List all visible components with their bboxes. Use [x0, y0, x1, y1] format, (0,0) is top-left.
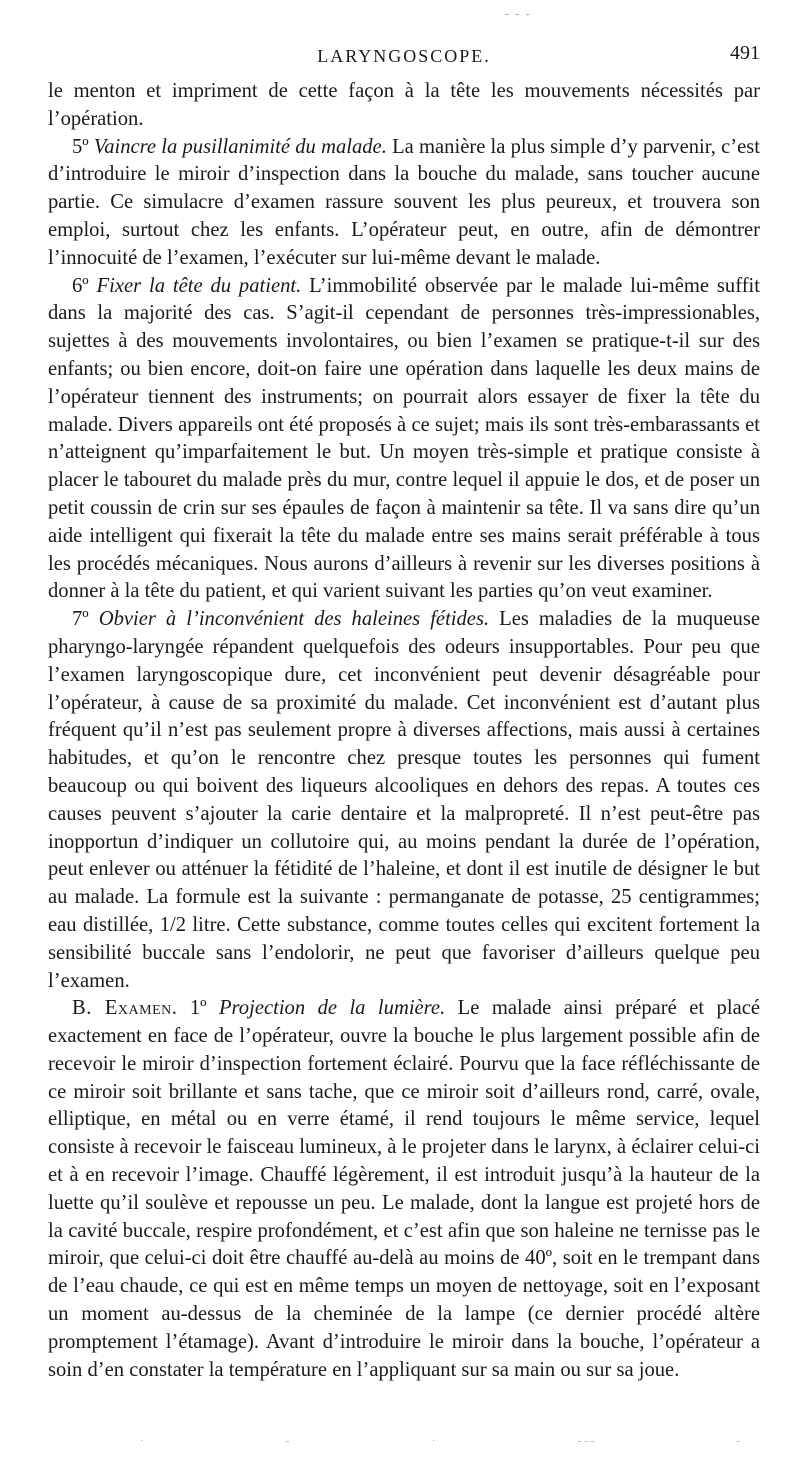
paragraph-text: Le malade ainsi préparé et placé exactement en face de l’opérateur, ouvre la bouche le plus largement possible afin de recevoir le miroir d’inspection fortement éclairé. Pourvu que la face réfléchissante de ce miroir soit brillante et sans tache, que ce miroir soit d’ailleurs rond, carré, ovale, elliptique, en métal ou en verre étamé, il rend toujours le même service, lequel consiste à recevoir le faisceau lumineux, à le projeter dans le larynx, à éclairer celui-ci et à en recevoir l’image. Chauffé légèrement, il est introduit jusqu’à la hauteur de la luette qu’il soulève et repousse un peu. Le malade, dont la langue est projeté hors de la cavité buccale, respire profondément, et c’est afin que son haleine ne ternisse pas le miroir, que celui-ci doit être chauffé au-delà au moins de 40º, soit en le trempant dans de l’eau chaude, ce qui est en même temps un moyen de nettoyage, soit en l’exposant un moment au-dessus de la cheminée de la lampe (ce dernier procédé altère promptement l’étamage). Avant d’introduire le miroir dans la bouche, l’opérateur a soin d’en constater la température en l’appliquant sur sa main ou sur sa joue. [48, 997, 760, 1381]
paragraph-continuation [48, 78, 760, 134]
paragraph-text: La manière la plus simple d’y parvenir, c’est d’introduire le miroir d’inspection dans la bouche du malade, sans toucher aucune partie. Ce simulacre d’examen rassure souvent les plus peureux, et trouvera son emploi, surtout chez les enfants. L’opérateur peut, en outre, afin de démontrer l’innocuité de l’examen, l’exécuter sur lui-même devant le malade. [48, 135, 760, 269]
running-title: LARYNGOSCOPE. [317, 46, 491, 66]
item-heading: Obvier à l’inconvénient des haleines fétides. [98, 608, 490, 631]
paragraph-section-b [48, 995, 760, 1384]
paragraph-text: Les maladies de la muqueuse pharyngo-laryngée répandent quelquefois des odeurs insupportables. Pour peu que l’examen laryngoscopique dure, cet inconvénient peut devenir désagréable pour l’opérateur, à cause de sa proximité du malade. Cet inconvénient est d’autant plus fréquent qu’il n’est pas seulement propre à diverses affections, mais aussi à certaines habitudes, et qu’on le rencontre chez presque toutes les personnes qui fument beaucoup ou qui boivent des liqueurs alcooliques en dehors des repas. A toutes ces causes peuvent s’ajouter la carie dentaire et la malpropreté. Il n’est peut-être pas inopportun d’indiquer un collutoire qui, au moins pendant la durée de l’opération, peut enlever ou atténuer la fétidité de l’haleine, et dont il est inutile de désigner le but au malade. La formule est la suivante : permanganate de potasse, 25 centigrammes; eau distillée, 1/2 litre. Cette substance, comme toutes celles qui excitent fortement la sensibilité buccale sans l’endolorir, ne peut que favoriser d’ailleurs quelque peu l’examen. [48, 608, 760, 992]
item-heading: Fixer la tête du patient. [96, 274, 302, 297]
section-label: B. Examen. [72, 997, 178, 1020]
scan-mark: ‐ [736, 1435, 740, 1447]
paragraph-item-6 [48, 273, 760, 607]
scan-mark: ‐ ‐ ‐ [577, 1435, 595, 1447]
page [48, 42, 760, 1384]
paragraph-item-5 [48, 134, 760, 273]
page-number: 491 [730, 42, 760, 64]
item-number: 7º [72, 608, 99, 631]
scan-mark: · [431, 1435, 436, 1447]
scan-mark: ‐ [285, 1435, 290, 1447]
item-number: 6º [72, 274, 97, 297]
paragraph-text: L’immobilité observée par le malade lui-même suffit dans la majorité des cas. S’agit-il cependant de personnes très-impressionables, sujettes à des mouvements involontaires, ou bien l’examen se pratique-t-il sur des enfants; ou bien encore, doit-on faire une opération dans laquelle les deux mains de l’opérateur tiennent des instruments; on pourrait alors essayer de fixer la tête du malade. Divers appareils ont été proposés à ce sujet; mais ils sont très-embarassants et n’atteignent qu’imparfaitement le but. Un moyen très-simple et pratique consiste à placer le tabouret du malade près du mur, contre lequel il appuie le dos, et de poser un petit coussin de crin sur ses épaules de façon à maintenir sa tête. Il va sans dire qu’un aide intelligent qui fixerait la tête du malade entre ses mains serait préférable à tous les procédés mécaniques. Nous aurons d’ailleurs à revenir sur les diverses positions à donner à la tête du patient, et qui varient suivant les parties qu’on veut examiner. [48, 274, 761, 603]
scan-marks-top: ‐ ‐ ‐ [505, 8, 532, 20]
item-heading: Projection de la lumière. [218, 997, 446, 1020]
item-number: 1º [177, 997, 219, 1020]
paragraph-text: le menton et impriment de cette façon à la tête les mouvements nécessités par l’opération. [48, 80, 760, 130]
scan-mark: · [140, 1435, 144, 1447]
item-number: 5º [72, 135, 94, 158]
page-header [48, 42, 760, 72]
paragraph-item-7 [48, 606, 760, 995]
scan-marks-bottom [140, 1435, 740, 1447]
item-heading: Vaincre la pusillanimité du malade. [93, 135, 387, 158]
